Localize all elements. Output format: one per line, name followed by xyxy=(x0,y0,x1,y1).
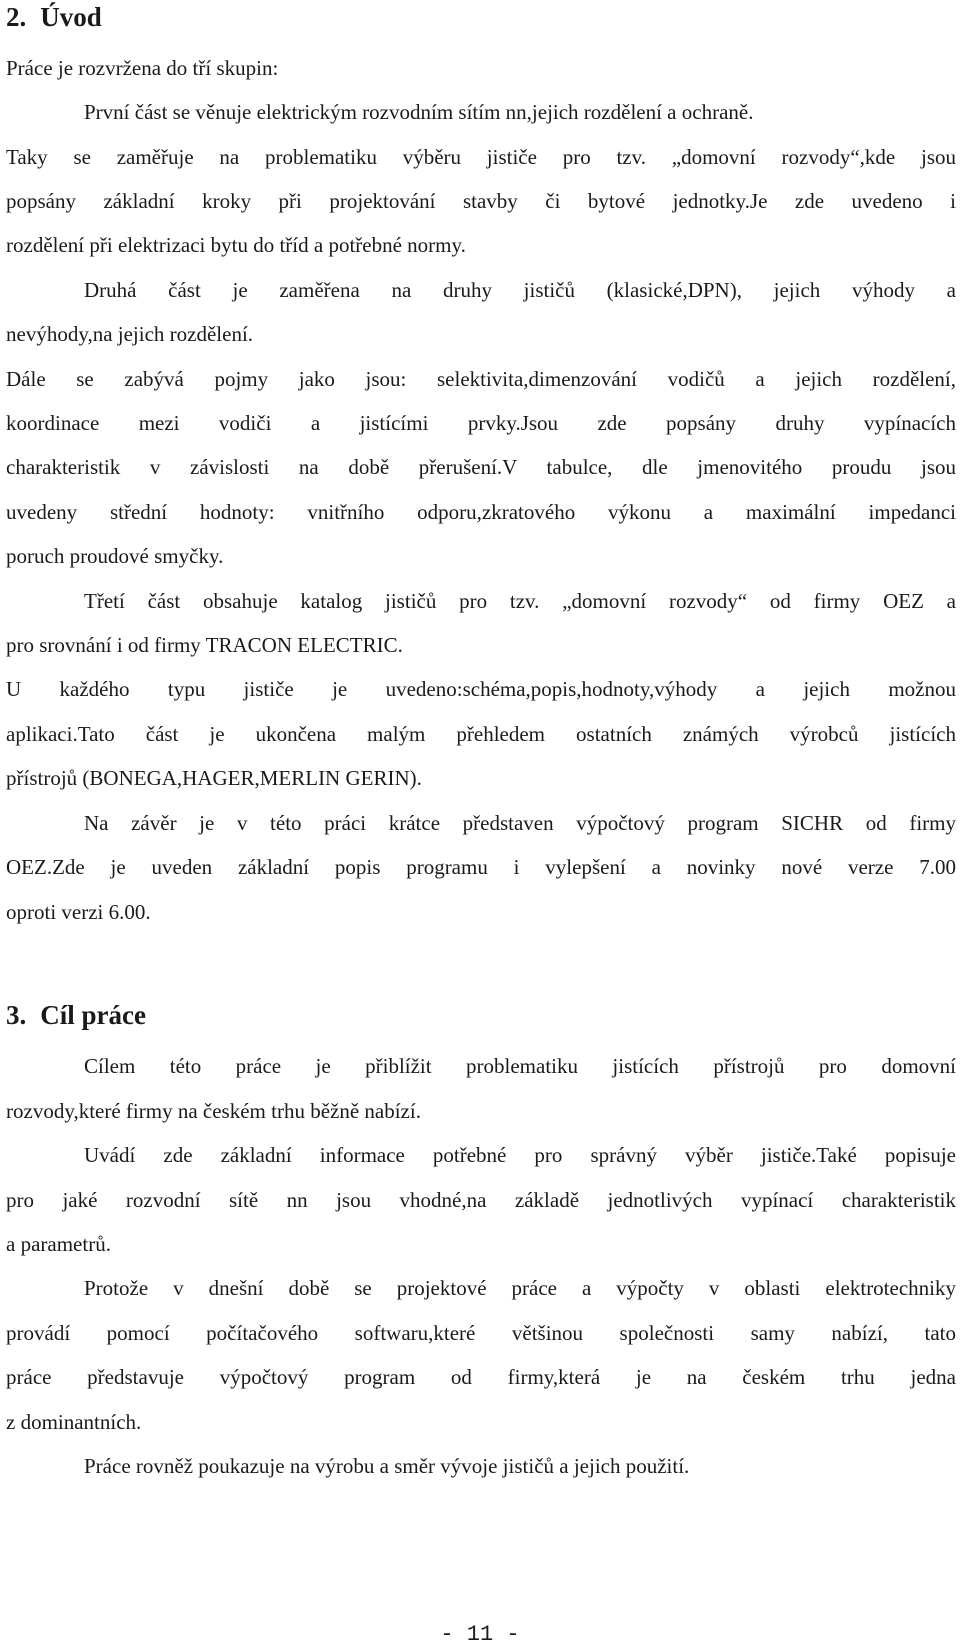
paragraph-line: Taky se zaměřuje na problematiku výběru jističe pro tzv. „domovní rozvody“,kde jsou xyxy=(6,145,956,169)
section-number: 3. xyxy=(6,1000,27,1030)
paragraph-line: Třetí část obsahuje katalog jističů pro tzv. „domovní rozvody“ od firmy OEZ a xyxy=(84,589,956,613)
paragraph-line: charakteristik v závislosti na době přerušení.V tabulce, dle jmenovitého proudu jsou xyxy=(6,455,956,479)
paragraph-line: U každého typu jističe je uvedeno:schéma,popis,hodnoty,výhody a jejich možnou xyxy=(6,677,956,701)
paragraph-line: Uvádí zde základní informace potřebné pro správný výběr jističe.Také popisuje xyxy=(84,1143,956,1167)
paragraph-line: oproti verzi 6.00. xyxy=(6,900,151,924)
paragraph-line: pro srovnání i od firmy TRACON ELECTRIC. xyxy=(6,633,403,657)
paragraph-line: nevýhody,na jejich rozdělení. xyxy=(6,322,254,346)
section-title: Úvod xyxy=(40,2,102,32)
paragraph-line: z dominantních. xyxy=(6,1410,142,1434)
paragraph-line: rozvody,které firmy na českém trhu běžně nabízí. xyxy=(6,1099,421,1123)
section-heading-goal xyxy=(6,1000,146,1031)
paragraph-line: práce představuje výpočtový program od firmy,která je na českém trhu jedna xyxy=(6,1365,956,1389)
paragraph-line: provádí pomocí počítačového softwaru,které většinou společnosti samy nabízí, tato xyxy=(6,1321,956,1345)
paragraph-line: OEZ.Zde je uveden základní popis programu i vylepšení a novinky nové verze 7.00 xyxy=(6,855,956,879)
paragraph-line: a parametrů. xyxy=(6,1232,111,1256)
paragraph-line: Práce rovněž poukazuje na výrobu a směr vývoje jističů a jejich použití. xyxy=(84,1454,690,1478)
paragraph-line: Práce je rozvržena do tří skupin: xyxy=(6,56,279,80)
paragraph-line: poruch proudové smyčky. xyxy=(6,544,224,568)
paragraph-line: pro jaké rozvodní sítě nn jsou vhodné,na základě jednotlivých vypínací charakteristik xyxy=(6,1188,956,1212)
section-heading-intro xyxy=(6,2,102,33)
paragraph-line: Cílem této práce je přiblížit problematiku jistících přístrojů pro domovní xyxy=(84,1054,956,1078)
section-number: 2. xyxy=(6,2,27,32)
paragraph-line: koordinace mezi vodiči a jistícími prvky.Jsou zde popsány druhy vypínacích xyxy=(6,411,956,435)
paragraph-line: Dále se zabývá pojmy jako jsou: selektivita,dimenzování vodičů a jejich rozdělení, xyxy=(6,367,956,391)
page-number: - 11 - xyxy=(440,1622,520,1647)
paragraph-line: přístrojů (BONEGA,HAGER,MERLIN GERIN). xyxy=(6,766,422,790)
section-title: Cíl práce xyxy=(40,1000,146,1030)
paragraph-line: Protože v dnešní době se projektové práce a výpočty v oblasti elektrotechniky xyxy=(84,1276,956,1300)
paragraph-line: aplikaci.Tato část je ukončena malým přehledem ostatních známých výrobců jistících xyxy=(6,722,956,746)
paragraph-line: rozdělení při elektrizaci bytu do tříd a potřebné normy. xyxy=(6,233,466,257)
paragraph-line: Druhá část je zaměřena na druhy jističů (klasické,DPN), jejich výhody a xyxy=(84,278,956,302)
paragraph-line: Na závěr je v této práci krátce představen výpočtový program SICHR od firmy xyxy=(84,811,956,835)
paragraph-line: uvedeny střední hodnoty: vnitřního odporu,zkratového výkonu a maximální impedanci xyxy=(6,500,956,524)
paragraph-line: popsány základní kroky při projektování stavby či bytové jednotky.Je zde uvedeno i xyxy=(6,189,956,213)
paragraph-line: První část se věnuje elektrickým rozvodním sítím nn,jejich rozdělení a ochraně. xyxy=(84,100,754,124)
